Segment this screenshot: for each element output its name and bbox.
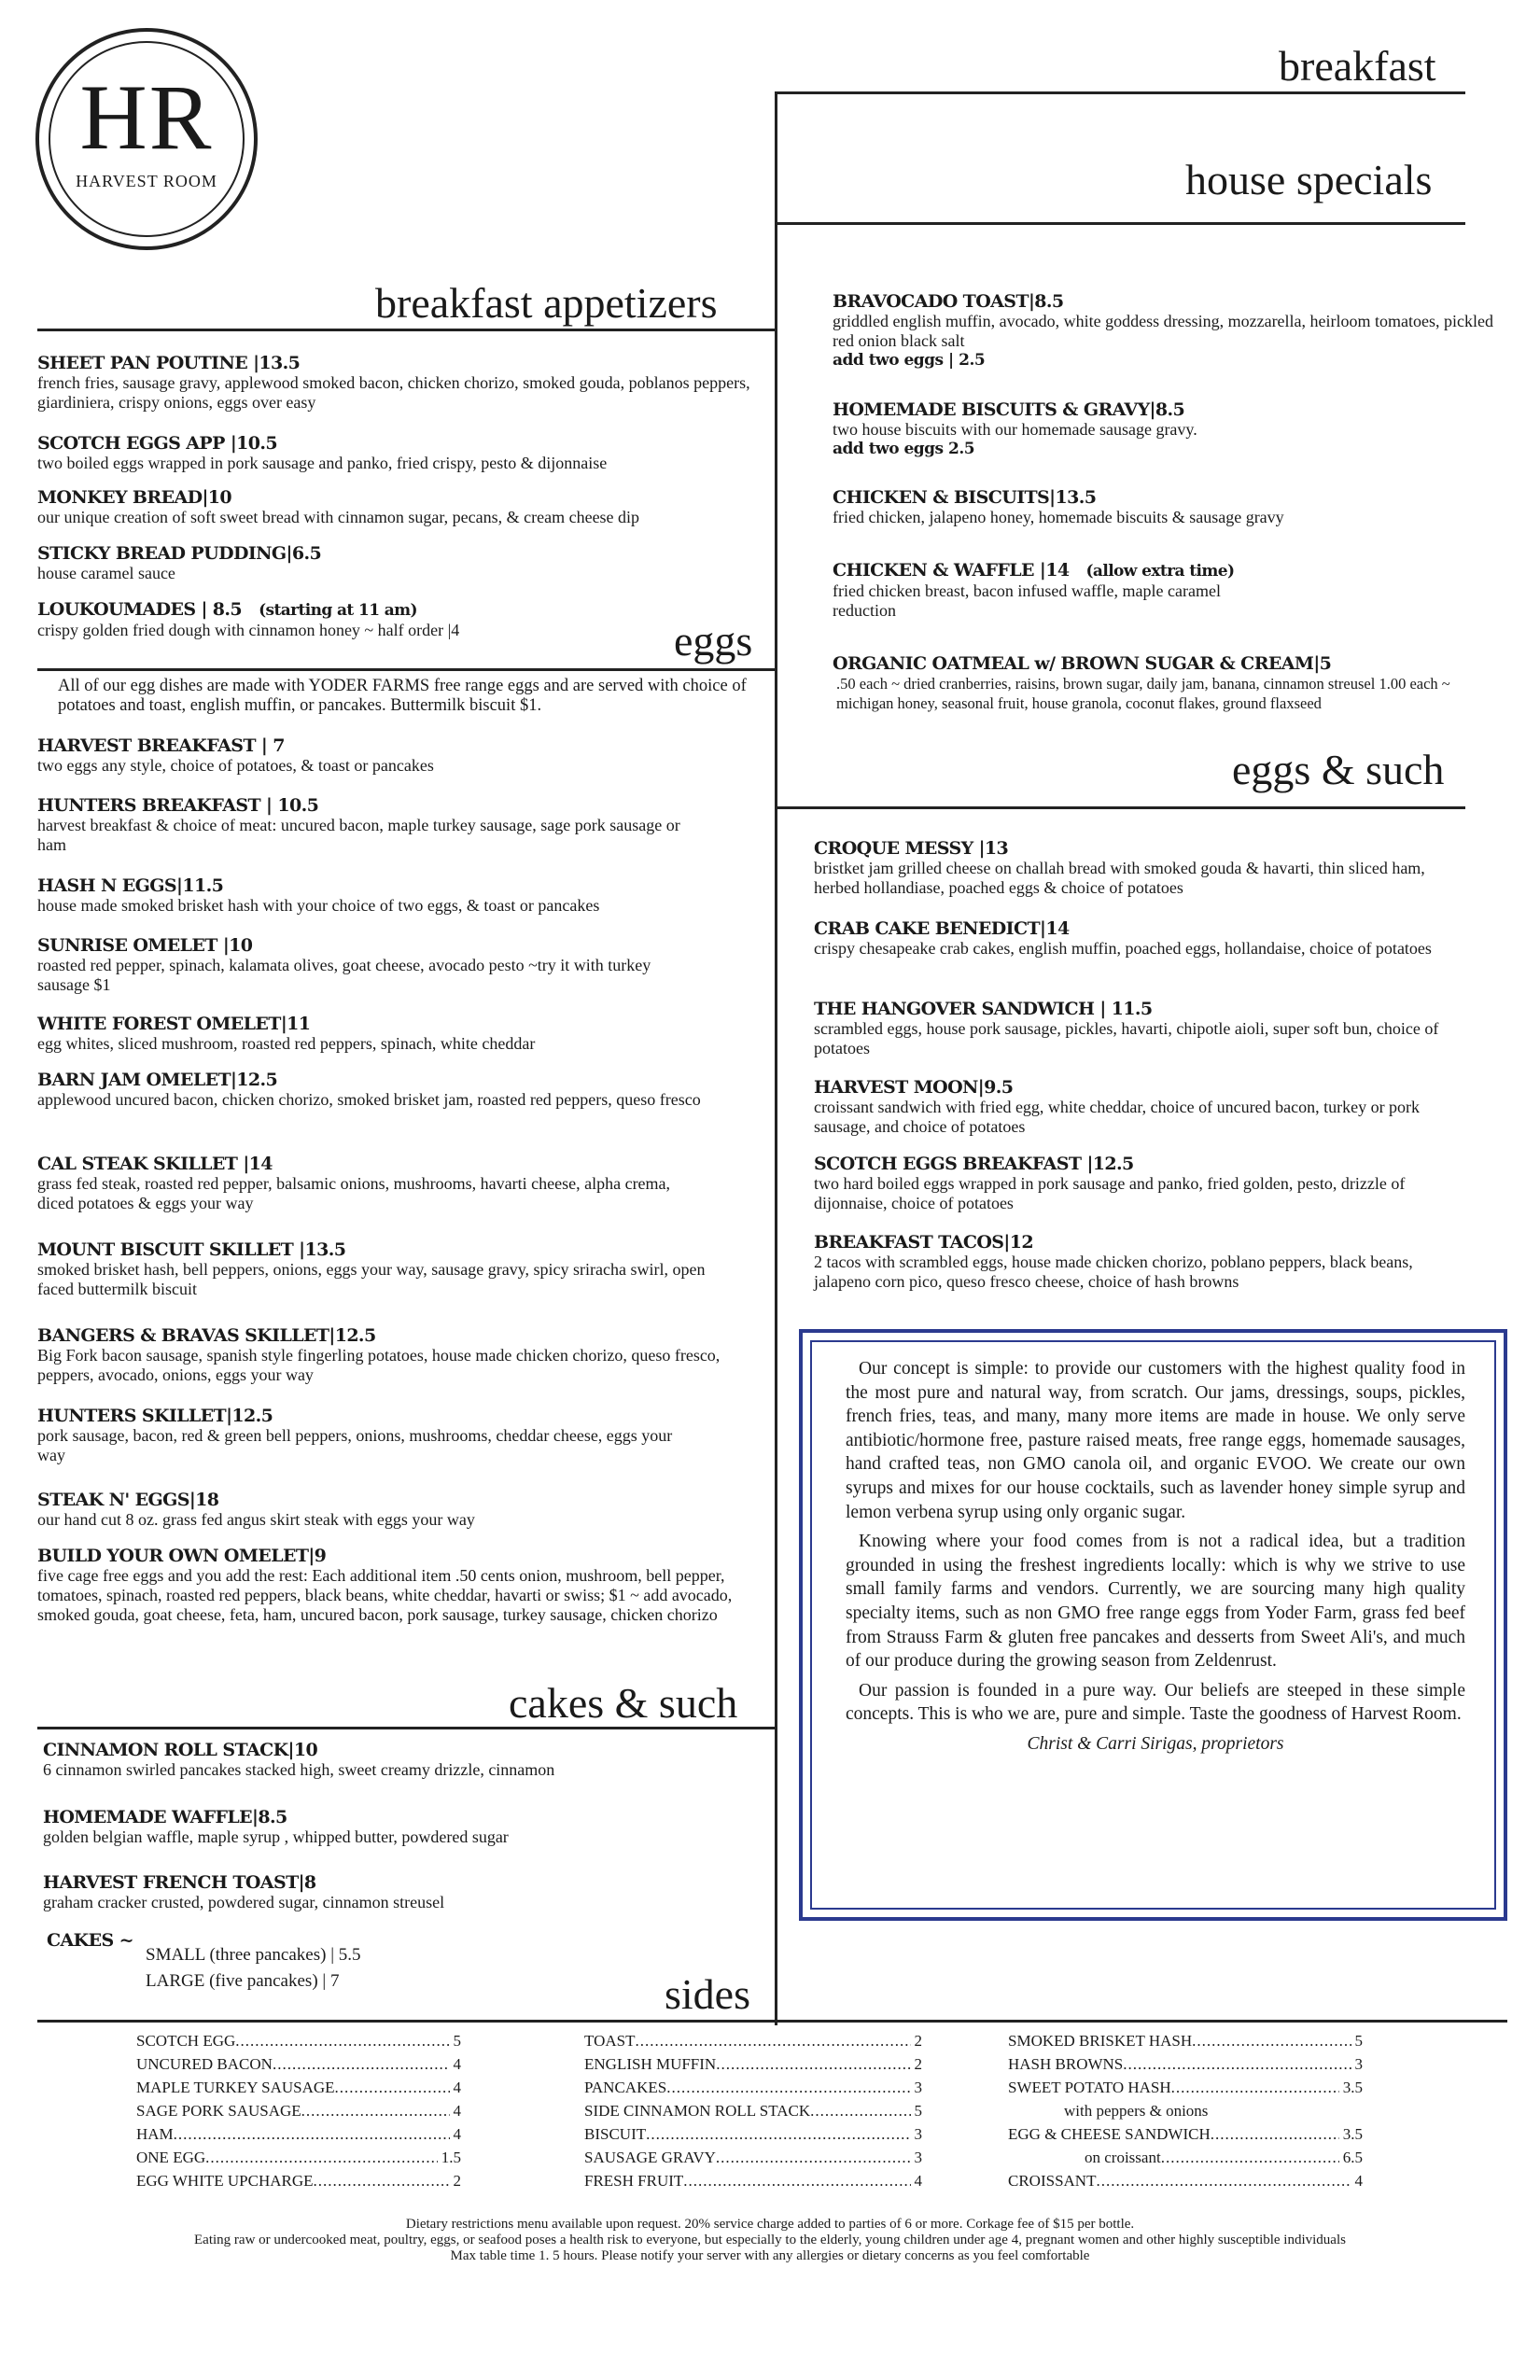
item-desc: bristket jam grilled cheese on challah bread with smoked gouda & havarti, thin sliced ham, herbed hollandiase, poached eggs & choice of potatoes bbox=[814, 859, 1425, 897]
item-title: LOUKOUMADES | 8.5 bbox=[37, 599, 243, 620]
center-vertical-rule bbox=[775, 91, 777, 2025]
menu-item bbox=[37, 433, 775, 473]
item-desc: scrambled eggs, house pork sausage, pickles, havarti, chipotle aioli, super soft bun, choice of potatoes bbox=[814, 1019, 1439, 1057]
menu-item bbox=[37, 795, 691, 855]
concept-paragraph: Knowing where your food comes from is not a radical idea, but a tradition grounded in using the freshest ingredients locally: which is why we strive to use small family farms and vendors. Currently, we are sourcing many high quality specialty items, such as non GMO free range eggs from Yoder Farm, grass fed beef from Strauss Farm & gluten free pancakes and desserts from Sweet Ali's, and much of our produce during the growing season from Zeldenrust. bbox=[846, 1532, 1465, 1672]
item-note: (allow extra time) bbox=[1085, 562, 1235, 581]
menu-item bbox=[814, 1077, 1467, 1137]
concept-text bbox=[846, 1357, 1465, 1757]
side-price: 3 bbox=[914, 2125, 922, 2143]
menu-item bbox=[833, 291, 1505, 370]
item-title: HARVEST MOON|9.5 bbox=[814, 1077, 1014, 1098]
heading-eggs-and-such: eggs & such bbox=[1232, 746, 1445, 793]
menu-item bbox=[37, 1239, 709, 1299]
item-title: BUILD YOUR OWN OMELET|9 bbox=[37, 1546, 327, 1566]
item-title: HARVEST FRENCH TOAST|8 bbox=[43, 1872, 316, 1893]
dot-leader bbox=[1096, 2169, 1351, 2192]
item-title: STEAK N' EGGS|18 bbox=[37, 1490, 219, 1510]
item-note: (starting at 11 am) bbox=[259, 601, 417, 620]
side-name: UNCURED BACON bbox=[136, 2055, 273, 2073]
item-title: HUNTERS BREAKFAST | 10.5 bbox=[37, 795, 319, 816]
side-price: 4 bbox=[1354, 2172, 1363, 2190]
item-desc: fried chicken breast, bacon infused waffle, maple caramel reduction bbox=[833, 581, 1221, 620]
concept-signature: Christ & Carri Sirigas, proprietors bbox=[1027, 1733, 1284, 1754]
dot-leader bbox=[1123, 2052, 1351, 2076]
item-title: SCOTCH EGGS BREAKFAST |12.5 bbox=[814, 1154, 1134, 1174]
menu-item bbox=[814, 999, 1467, 1058]
item-title: BANGERS & BRAVAS SKILLET|12.5 bbox=[37, 1325, 376, 1346]
side-row bbox=[584, 2076, 922, 2099]
side-price: 6.5 bbox=[1342, 2149, 1363, 2166]
side-price: 3 bbox=[914, 2079, 922, 2096]
dot-leader bbox=[716, 2146, 911, 2169]
eggs-intro-note: All of our egg dishes are made with YODER FARMS free range eggs and are served with choice of potatoes and toast, english muffin, or pancakes. Buttermilk biscuit $1. bbox=[58, 677, 747, 715]
menu-item bbox=[37, 935, 691, 995]
side-row bbox=[584, 2169, 922, 2192]
dot-leader bbox=[635, 2029, 910, 2052]
side-row bbox=[1008, 2169, 1363, 2192]
side-name: on croissant bbox=[1085, 2149, 1161, 2166]
side-price: 2 bbox=[914, 2032, 922, 2050]
menu-item bbox=[833, 399, 1540, 458]
item-title: BRAVOCADO TOAST|8.5 bbox=[833, 291, 1064, 312]
side-price: 3 bbox=[1354, 2055, 1363, 2073]
side-row bbox=[136, 2169, 461, 2192]
dot-leader bbox=[1211, 2122, 1339, 2146]
item-desc: golden belgian waffle, maple syrup , whipped butter, powdered sugar bbox=[43, 1827, 509, 1846]
side-name: SAUSAGE GRAVY bbox=[584, 2149, 716, 2166]
item-add-on: add two eggs 2.5 bbox=[833, 440, 975, 458]
item-title: BREAKFAST TACOS|12 bbox=[814, 1232, 1033, 1253]
dot-leader bbox=[666, 2076, 910, 2099]
dot-leader bbox=[1161, 2146, 1339, 2169]
footer-notes bbox=[37, 2217, 1503, 2264]
dot-leader bbox=[683, 2169, 910, 2192]
cakes-size-large: LARGE (five pancakes) | 7 bbox=[146, 1971, 340, 1991]
heading-eggs: eggs bbox=[674, 617, 753, 665]
side-price: 2 bbox=[914, 2055, 922, 2073]
menu-item bbox=[833, 560, 1243, 621]
item-title: SHEET PAN POUTINE |13.5 bbox=[37, 353, 301, 373]
dot-leader bbox=[1192, 2029, 1351, 2052]
eggs-such-rule bbox=[777, 806, 1465, 809]
item-title: SCOTCH EGGS APP |10.5 bbox=[37, 433, 278, 454]
item-desc: croissant sandwich with fried egg, white cheddar, choice of uncured bacon, turkey or pork sausage, and choice of potatoes bbox=[814, 1098, 1421, 1136]
item-title: WHITE FOREST OMELET|11 bbox=[37, 1014, 311, 1034]
heading-house-specials: house specials bbox=[1185, 156, 1433, 203]
side-row bbox=[1008, 2029, 1363, 2052]
menu-item bbox=[37, 487, 775, 527]
side-name: ENGLISH MUFFIN bbox=[584, 2055, 717, 2073]
side-row bbox=[584, 2052, 922, 2076]
dot-leader bbox=[716, 2052, 910, 2076]
dot-leader bbox=[335, 2076, 450, 2099]
menu-item bbox=[37, 1546, 737, 1625]
side-row bbox=[136, 2076, 461, 2099]
item-title: HOMEMADE WAFFLE|8.5 bbox=[43, 1807, 287, 1827]
concept-box bbox=[799, 1329, 1507, 1921]
item-title: HUNTERS SKILLET|12.5 bbox=[37, 1406, 273, 1426]
side-row bbox=[136, 2029, 461, 2052]
concept-paragraph: Our concept is simple: to provide our customers with the highest quality food in the most pure and natural way, from scratch. Our jams, dressings, soups, pickles, french fries, teas, and many, many more items are made in house. We only serve antibiotic/hormone free, pasture raised meats, free range eggs, homemade sausages, hand crafted teas, non GMO canola oil, and organic EVOO. We create our own syrups and mixes for our house cocktails, such as lavender honey simple syrup and lemon verbena syrup using only organic sugar. bbox=[846, 1359, 1465, 1522]
item-desc: griddled english muffin, avocado, white goddess dressing, mozzarella, heirloom tomatoes, pickled red onion black salt bbox=[833, 312, 1493, 350]
side-row bbox=[584, 2099, 922, 2122]
side-name: PANCAKES bbox=[584, 2079, 667, 2096]
side-price: 5 bbox=[914, 2102, 922, 2120]
menu-item bbox=[833, 487, 1540, 527]
side-price: 3.5 bbox=[1342, 2125, 1363, 2143]
item-desc: house caramel sauce bbox=[37, 564, 175, 582]
item-desc: roasted red pepper, spinach, kalamata olives, goat cheese, avocado pesto ~try it with turkey sausage $1 bbox=[37, 956, 651, 994]
item-desc: graham cracker crusted, powdered sugar, cinnamon streusel bbox=[43, 1893, 445, 1911]
menu-item bbox=[37, 1490, 775, 1530]
dot-leader bbox=[1171, 2076, 1339, 2099]
item-title: CAL STEAK SKILLET |14 bbox=[37, 1154, 273, 1174]
side-price: 1.5 bbox=[441, 2149, 461, 2166]
menu-item bbox=[37, 543, 775, 583]
item-title: MONKEY BREAD|10 bbox=[37, 487, 232, 508]
menu-item bbox=[37, 1014, 775, 1054]
item-desc: two hard boiled eggs wrapped in pork sausage and panko, fried golden, pesto, drizzle of dijonnaise, choice of potatoes bbox=[814, 1174, 1406, 1212]
side-row bbox=[584, 2146, 922, 2169]
menu-item bbox=[833, 653, 1486, 713]
menu-item bbox=[814, 918, 1467, 959]
item-desc: our unique creation of soft sweet bread with cinnamon sugar, pecans, & cream cheese dip bbox=[37, 508, 640, 526]
item-desc: applewood uncured bacon, chicken chorizo, smoked brisket jam, roasted red peppers, queso fresco bbox=[37, 1090, 701, 1109]
heading-sides: sides bbox=[665, 1970, 750, 2018]
side-name: ONE EGG bbox=[136, 2149, 206, 2166]
item-desc: house made smoked brisket hash with your choice of two eggs, & toast or pancakes bbox=[37, 896, 600, 915]
menu-item bbox=[814, 1154, 1467, 1213]
side-name: HAM bbox=[136, 2125, 174, 2143]
eggs-rule bbox=[37, 668, 777, 671]
item-title: CHICKEN & BISCUITS|13.5 bbox=[833, 487, 1097, 508]
menu-item bbox=[37, 599, 672, 640]
side-row bbox=[1008, 2122, 1363, 2146]
item-title: STICKY BREAD PUDDING|6.5 bbox=[37, 543, 322, 564]
side-name: EGG WHITE UPCHARGE bbox=[136, 2172, 314, 2190]
cakes-rule bbox=[37, 1727, 777, 1729]
dot-leader bbox=[235, 2029, 449, 2052]
dot-leader bbox=[810, 2099, 910, 2122]
dot-leader bbox=[646, 2122, 910, 2146]
item-title: CHICKEN & WAFFLE |14 bbox=[833, 560, 1070, 581]
menu-item bbox=[43, 1740, 780, 1780]
logo-monogram: HR bbox=[79, 65, 214, 169]
side-price: 5 bbox=[453, 2032, 461, 2050]
menu-item bbox=[37, 735, 775, 776]
cakes-size-small: SMALL (three pancakes) | 5.5 bbox=[146, 1945, 361, 1965]
item-desc: Big Fork bacon sausage, spanish style fingerling potatoes, house made chicken chorizo, queso fresco, peppers, avocado, onions, eggs your way bbox=[37, 1346, 721, 1384]
item-desc: grass fed steak, roasted red pepper, balsamic onions, mushrooms, havarti cheese, alpha crema, diced potatoes & eggs your way bbox=[37, 1174, 671, 1212]
item-title: HARVEST BREAKFAST | 7 bbox=[37, 735, 285, 756]
side-row bbox=[584, 2029, 922, 2052]
dot-leader bbox=[273, 2052, 450, 2076]
item-title: THE HANGOVER SANDWICH | 11.5 bbox=[814, 999, 1153, 1019]
item-desc: fried chicken, jalapeno honey, homemade biscuits & sausage gravy bbox=[833, 508, 1284, 526]
side-row bbox=[584, 2122, 922, 2146]
item-desc: .50 each ~ dried cranberries, raisins, brown sugar, daily jam, banana, cinnamon streusel 1.00 each ~ michigan honey, seasonal fruit, house granola, coconut flakes, ground flaxseed bbox=[836, 675, 1450, 712]
heading-breakfast: breakfast bbox=[1279, 42, 1436, 90]
dot-leader bbox=[205, 2146, 438, 2169]
item-desc: crispy golden fried dough with cinnamon honey ~ half order |4 bbox=[37, 621, 460, 639]
house-specials-rule bbox=[777, 222, 1465, 225]
side-price: 3.5 bbox=[1342, 2079, 1363, 2096]
side-price: 4 bbox=[453, 2125, 461, 2143]
side-name: SIDE CINNAMON ROLL STACK bbox=[584, 2102, 811, 2120]
menu-item bbox=[37, 1070, 765, 1110]
side-name: CROISSANT bbox=[1008, 2172, 1097, 2190]
menu-item bbox=[43, 1872, 780, 1912]
footer-line: Eating raw or undercooked meat, poultry, eggs, or seafood poses a health risk to everyone, but especially to the elderly, young children under age 4, pregnant women and other highly susceptible individuals bbox=[194, 2233, 1346, 2247]
item-desc: five cage free eggs and you add the rest: Each additional item .50 cents onion, mushroom, bell pepper, tomatoes, spinach, roasted red peppers, black beans, white cheddar, havarti or swiss; $1 ~ add avocado, smoked gouda, goat cheese, feta, ham, uncured bacon, pork sausage, turkey sausage, chicken chorizo bbox=[37, 1566, 733, 1624]
menu-item bbox=[37, 1154, 709, 1213]
top-rule bbox=[777, 91, 1465, 94]
side-name: FRESH FRUIT bbox=[584, 2172, 684, 2190]
footer-line: Max table time 1. 5 hours. Please notify your server with any allergies or dietary concerns as you feel comfortable bbox=[450, 2248, 1090, 2263]
side-row bbox=[136, 2122, 461, 2146]
side-price: 3 bbox=[914, 2149, 922, 2166]
dot-leader bbox=[301, 2099, 450, 2122]
side-price: 5 bbox=[1354, 2032, 1363, 2050]
dot-leader bbox=[174, 2122, 450, 2146]
side-row bbox=[136, 2146, 461, 2169]
item-desc: egg whites, sliced mushroom, roasted red peppers, spinach, white cheddar bbox=[37, 1034, 536, 1053]
sides-column-1 bbox=[136, 2029, 461, 2192]
heading-cakes-and-such: cakes & such bbox=[509, 1679, 738, 1727]
side-row bbox=[1008, 2146, 1363, 2169]
side-row bbox=[136, 2099, 461, 2122]
item-title: HOMEMADE BISCUITS & GRAVY|8.5 bbox=[833, 399, 1185, 420]
item-title: CRAB CAKE BENEDICT|14 bbox=[814, 918, 1070, 939]
side-row bbox=[1008, 2076, 1363, 2099]
item-desc: crispy chesapeake crab cakes, english muffin, poached eggs, hollandaise, choice of potatoes bbox=[814, 939, 1432, 958]
side-row bbox=[1008, 2052, 1363, 2076]
side-name: SMOKED BRISKET HASH bbox=[1008, 2032, 1193, 2050]
item-title: SUNRISE OMELET |10 bbox=[37, 935, 253, 956]
item-desc: french fries, sausage gravy, applewood smoked bacon, chicken chorizo, smoked gouda, poblanos peppers, giardiniera, crispy onions, eggs over easy bbox=[37, 373, 750, 412]
item-desc: pork sausage, bacon, red & green bell peppers, onions, mushrooms, cheddar cheese, eggs your way bbox=[37, 1426, 673, 1464]
item-desc: smoked brisket hash, bell peppers, onions, eggs your way, sausage gravy, spicy sriracha swirl, open faced buttermilk biscuit bbox=[37, 1260, 706, 1298]
item-title: CINNAMON ROLL STACK|10 bbox=[43, 1740, 318, 1760]
side-name: SCOTCH EGG bbox=[136, 2032, 236, 2050]
sides-column-2 bbox=[584, 2029, 922, 2192]
side-price: 4 bbox=[453, 2102, 461, 2120]
side-name: SAGE PORK SAUSAGE bbox=[136, 2102, 301, 2120]
side-price: 2 bbox=[453, 2172, 461, 2190]
item-title: CROQUE MESSY |13 bbox=[814, 838, 1009, 859]
item-desc: two eggs any style, choice of potatoes, & toast or pancakes bbox=[37, 756, 434, 775]
item-title: BARN JAM OMELET|12.5 bbox=[37, 1070, 278, 1090]
item-desc: harvest breakfast & choice of meat: uncured bacon, maple turkey sausage, sage pork sausage or ham bbox=[37, 816, 680, 854]
footer-line: Dietary restrictions menu available upon request. 20% service charge added to parties of 6 or more. Corkage fee of $15 per bottle. bbox=[405, 2217, 1135, 2232]
heading-breakfast-appetizers: breakfast appetizers bbox=[375, 279, 718, 327]
menu-item bbox=[37, 353, 775, 413]
dot-leader bbox=[314, 2169, 450, 2192]
side-price: 4 bbox=[453, 2055, 461, 2073]
side-name: MAPLE TURKEY SAUSAGE bbox=[136, 2079, 335, 2096]
menu-item bbox=[37, 1406, 691, 1465]
side-name: HASH BROWNS bbox=[1008, 2055, 1124, 2073]
item-title: ORGANIC OATMEAL w/ BROWN SUGAR & CREAM|5 bbox=[833, 653, 1332, 674]
side-name: SWEET POTATO HASH bbox=[1008, 2079, 1171, 2096]
item-add-on: add two eggs | 2.5 bbox=[833, 351, 986, 370]
menu-item bbox=[37, 1325, 728, 1385]
side-name: EGG & CHEESE SANDWICH bbox=[1008, 2125, 1211, 2143]
side-row bbox=[136, 2052, 461, 2076]
item-title: MOUNT BISCUIT SKILLET |13.5 bbox=[37, 1239, 346, 1260]
menu-item bbox=[814, 838, 1467, 898]
cakes-label: CAKES ~ bbox=[47, 1930, 133, 1951]
concept-paragraph: Our passion is founded in a pure way. Our beliefs are steeped in these simple concepts. This is who we are, pure and simple. Taste the goodness of Harvest Room. bbox=[846, 1680, 1465, 1725]
logo-name: HARVEST ROOM bbox=[76, 172, 217, 190]
menu-item bbox=[43, 1807, 780, 1847]
side-price: 4 bbox=[453, 2079, 461, 2096]
side-name: TOAST bbox=[584, 2032, 636, 2050]
item-desc: two boiled eggs wrapped in pork sausage and panko, fried crispy, pesto & dijonnaise bbox=[37, 454, 608, 472]
side-price: 4 bbox=[914, 2172, 922, 2190]
item-desc: two house biscuits with our homemade sausage gravy. bbox=[833, 420, 1197, 439]
item-desc: our hand cut 8 oz. grass fed angus skirt steak with eggs your way bbox=[37, 1510, 475, 1529]
logo bbox=[35, 28, 258, 250]
sides-column-3 bbox=[1008, 2029, 1363, 2192]
side-subnote: with peppers & onions bbox=[1064, 2102, 1209, 2120]
appetizers-rule bbox=[37, 329, 777, 331]
item-title: HASH N EGGS|11.5 bbox=[37, 875, 224, 896]
menu-item bbox=[37, 875, 775, 916]
menu-item bbox=[814, 1232, 1467, 1292]
side-name: BISCUIT bbox=[584, 2125, 647, 2143]
sides-rule bbox=[37, 2020, 1507, 2023]
item-desc: 2 tacos with scrambled eggs, house made chicken chorizo, poblano peppers, black beans, jalapeno corn pico, queso fresco cheese, choice of hash browns bbox=[814, 1253, 1413, 1291]
item-desc: 6 cinnamon swirled pancakes stacked high, sweet creamy drizzle, cinnamon bbox=[43, 1760, 555, 1779]
